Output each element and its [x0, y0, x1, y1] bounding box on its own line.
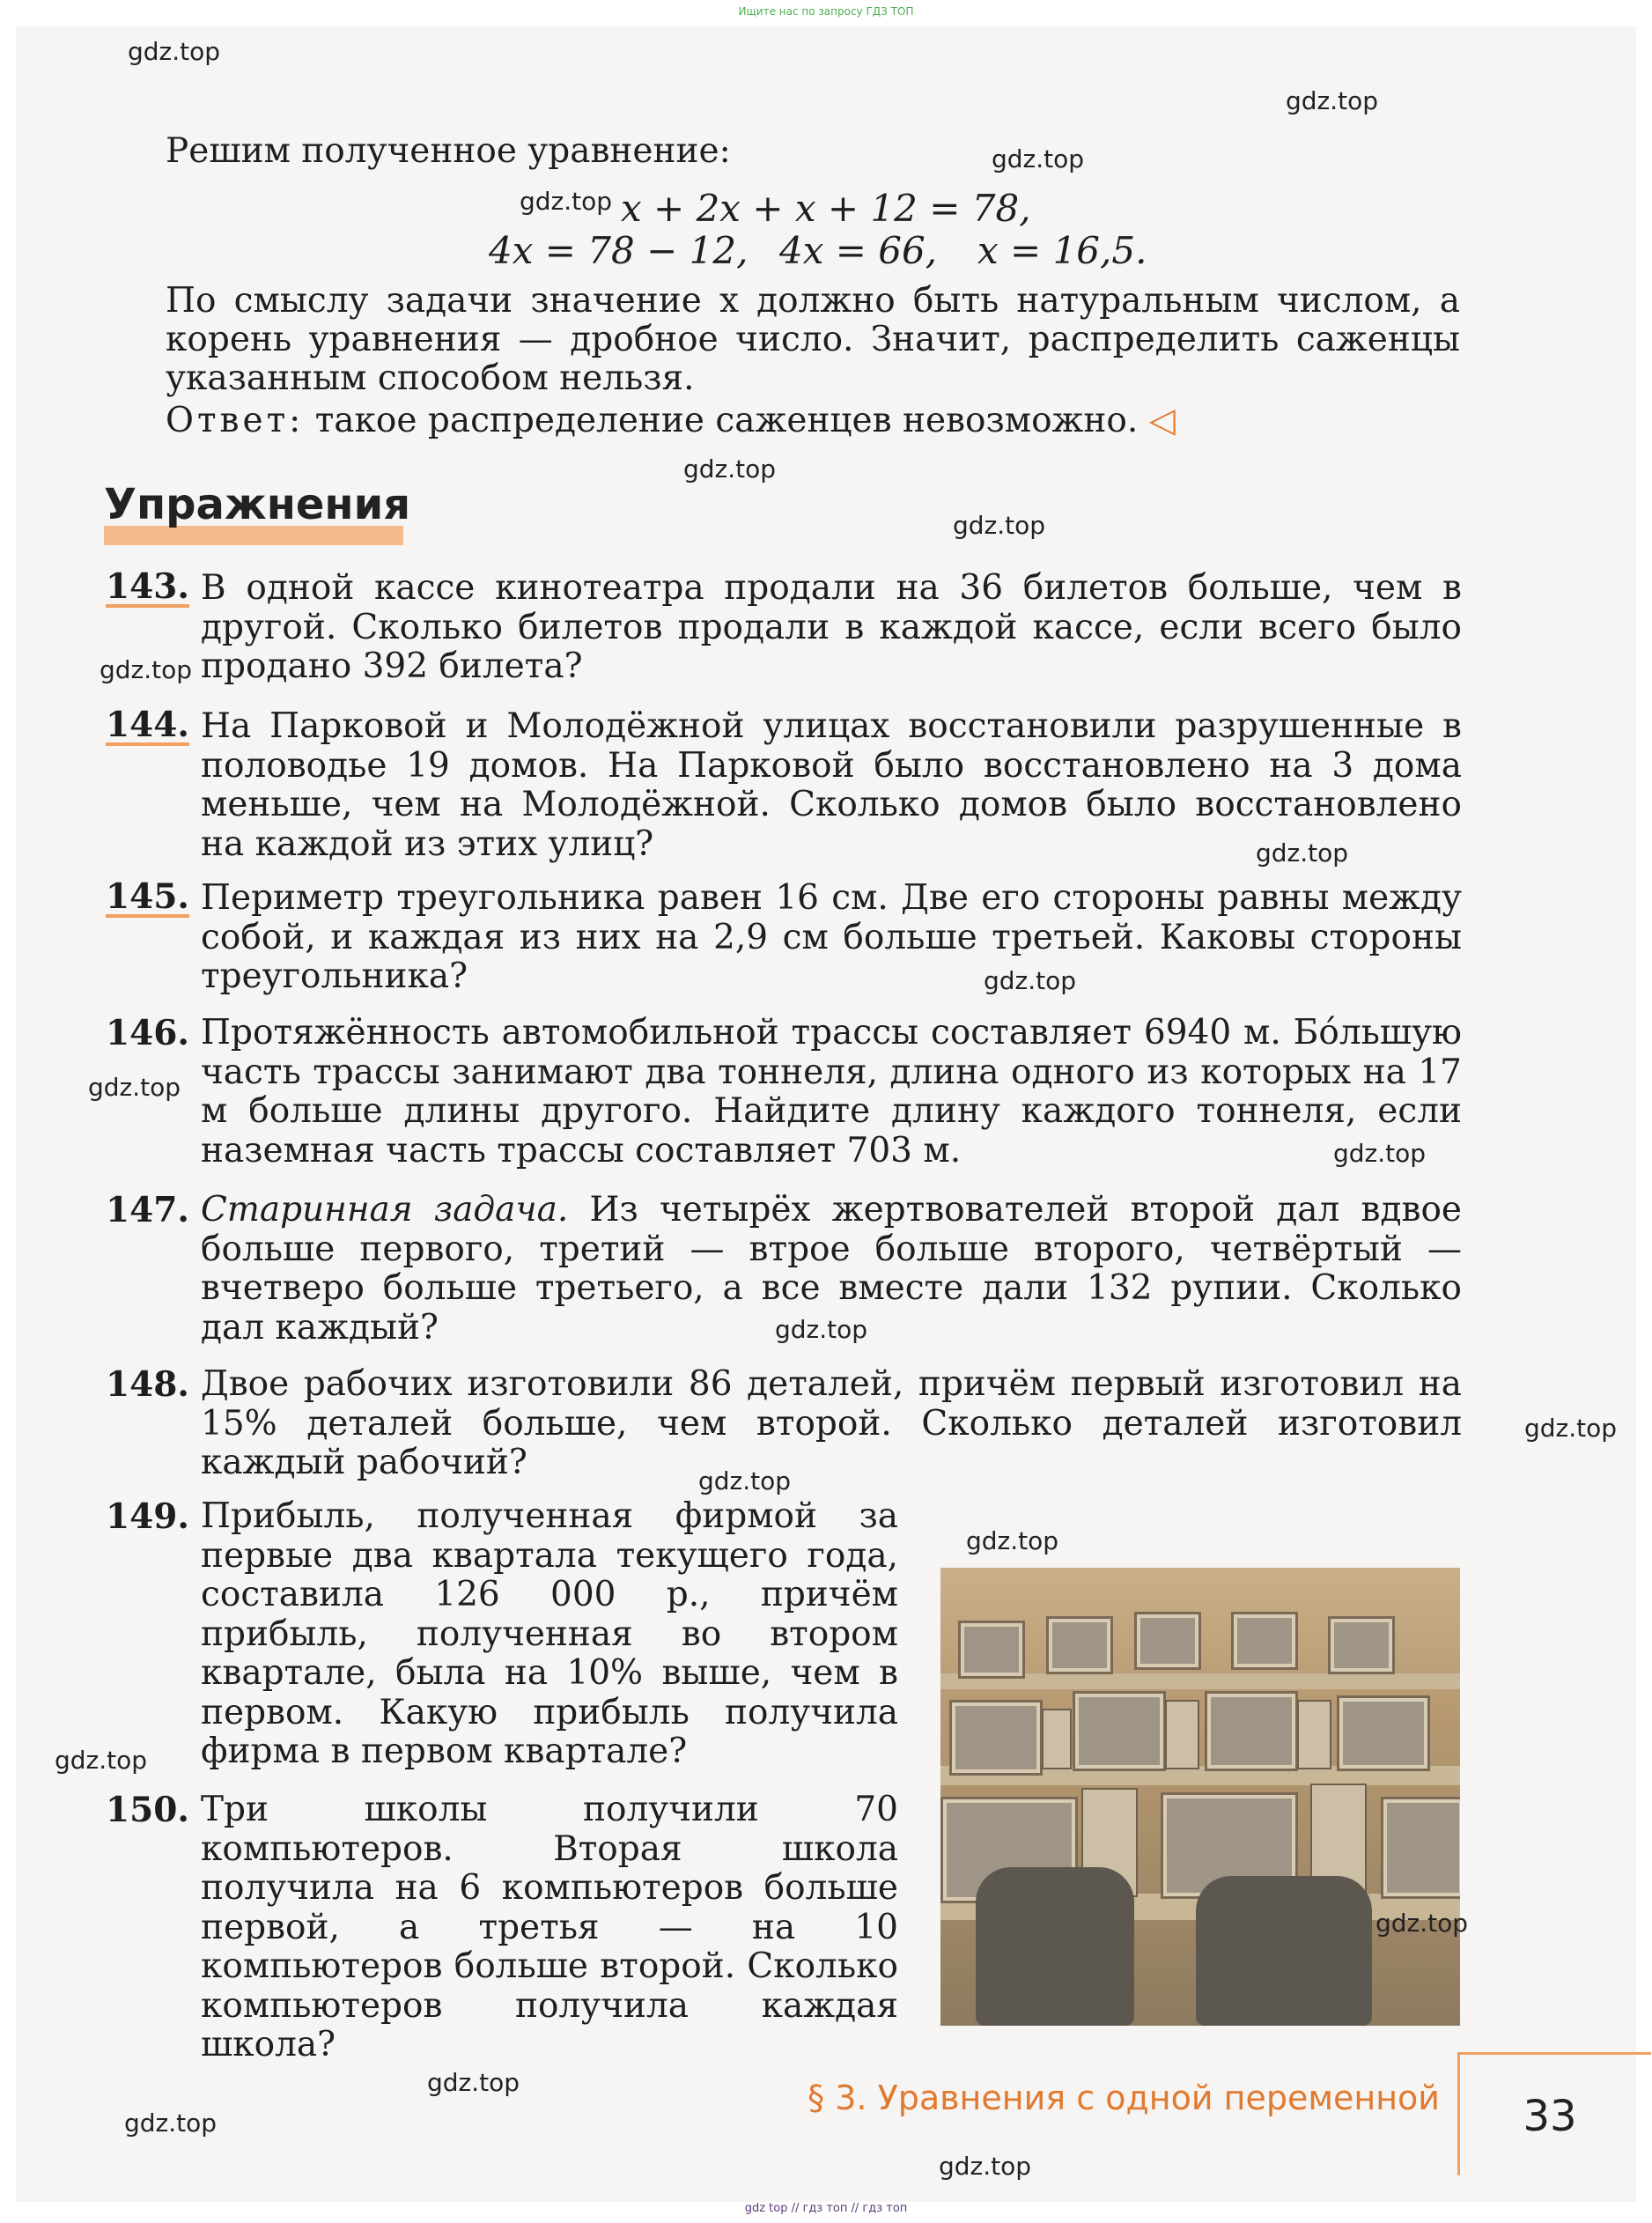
- exercise-text: Прибыль, полученная фирмой за первые два квартала текущего года, составила 126 000 р., причём прибыль, полученная во втором квартале, была на 10% выше, чем в первом. Какую прибыль получила фирма в первом квартале?: [201, 1496, 898, 1771]
- exercise-number: 147.: [106, 1190, 189, 1230]
- exercise-number: 144.: [106, 705, 189, 745]
- watermark: gdz.top: [984, 966, 1077, 995]
- bottom-note: gdz top // гдз топ // гдз топ: [744, 2202, 908, 2215]
- monitor-icon: [1231, 1612, 1298, 1670]
- office-chair-icon: [976, 1867, 1134, 2026]
- exercise-text: Протяжённость автомобильной трассы составляет 6940 м. Бóльшую часть трассы занимают два тоннеля, длина одного из которых на 17 м больше длины другого. Найдите длину каждого тоннеля, если наземная часть трассы составляет 703 м.: [201, 1013, 1462, 1171]
- watermark: gdz.top: [520, 187, 613, 216]
- exercise-text: Периметр треугольника равен 16 см. Две его стороны равны между собой, и каждая из них на 2,9 см больше третьей. Каковы стороны треугольника?: [201, 878, 1462, 996]
- exercise-italic-title: Старинная задача.: [201, 1190, 569, 1230]
- end-of-solution-icon: ◁: [1148, 401, 1176, 440]
- office-chair-icon: [1196, 1876, 1372, 2026]
- exercise-number: 148.: [106, 1364, 189, 1405]
- exercise-text: В одной кассе кинотеатра продали на 36 билетов больше, чем в другой. Сколько билетов продали в каждой кассе, если всего было продано 392 билета?: [201, 568, 1462, 686]
- page-edge: [1636, 26, 1652, 2202]
- monitor-icon: [1205, 1691, 1298, 1771]
- exercise-number: 143.: [106, 566, 189, 607]
- footer-border-left: [1457, 2052, 1460, 2175]
- watermark: gdz.top: [966, 1526, 1059, 1555]
- watermark: gdz.top: [427, 2068, 520, 2097]
- section-heading: [104, 480, 411, 550]
- exercise-145: [106, 876, 1462, 997]
- exercise-number: 150.: [106, 1790, 189, 1830]
- exercise-150: [106, 1791, 898, 2065]
- watermark: gdz.top: [55, 1746, 148, 1775]
- exercise-text: Двое рабочих изготовили 86 деталей, причём первый изготовил на 15% деталей больше, чем второй. Сколько деталей изготовил каждый рабочий?: [201, 1364, 1462, 1482]
- watermark: gdz.top: [698, 1466, 792, 1496]
- watermark: gdz.top: [100, 655, 193, 684]
- top-note: Ищите нас по запросу ГДЗ ТОП: [738, 5, 914, 18]
- equation-2b: 4x = 66,: [779, 229, 938, 272]
- monitor-icon: [1381, 1797, 1460, 1899]
- answer-line: [166, 402, 1460, 440]
- watermark: gdz.top: [1524, 1414, 1618, 1443]
- exercise-148: [106, 1365, 1462, 1483]
- watermark: gdz.top: [88, 1073, 181, 1102]
- watermark: gdz.top: [1286, 86, 1379, 115]
- answer-text: такое распределение саженцев невозможно.: [314, 401, 1139, 440]
- watermark: gdz.top: [1256, 838, 1349, 868]
- answer-label: Ответ:: [166, 401, 305, 440]
- exercise-text: Из четырёх жертвователей второй дал вдвое больше первого, третий — втрое больше второго, четвёртый — вчетверо больше третьего, а все вместе дали 132 рупии. Сколько дал каждый?: [201, 1190, 1462, 1348]
- monitor-icon: [949, 1700, 1043, 1776]
- monitor-icon: [1046, 1616, 1113, 1674]
- monitor-icon: [1134, 1612, 1201, 1670]
- watermark: gdz.top: [128, 37, 221, 66]
- exercise-149: [106, 1497, 898, 1772]
- watermark: gdz.top: [683, 454, 777, 484]
- intro-line: Решим полученное уравнение:: [166, 131, 731, 171]
- pc-tower-icon: [1042, 1709, 1072, 1769]
- heading-text: Упражнения: [104, 480, 411, 529]
- exercise-146: [106, 1014, 1462, 1171]
- watermark: gdz.top: [953, 511, 1046, 540]
- watermark: gdz.top: [1375, 1909, 1469, 1938]
- exercise-number: 146.: [106, 1013, 189, 1053]
- pc-tower-icon: [1165, 1700, 1199, 1769]
- watermark: gdz.top: [124, 2109, 218, 2138]
- equation-2c: x = 16,5.: [977, 229, 1147, 272]
- monitor-icon: [1328, 1616, 1395, 1674]
- computer-lab-photo: [940, 1568, 1460, 2026]
- exercise-number: 149.: [106, 1496, 189, 1537]
- page-number: 33: [1523, 2092, 1577, 2141]
- footer-border-top: [1457, 2052, 1651, 2055]
- exercise-text: Три школы получили 70 компьютеров. Вторая школа получила на 6 компьютеров больше первой, а третья — на 10 компьютеров больше второй. Сколько компьютеров получила каждая школа?: [201, 1790, 898, 2064]
- watermark: gdz.top: [939, 2152, 1032, 2181]
- exercise-text: На Парковой и Молодёжной улицах восстановили разрушенные в половодье 19 домов. На Парковой было восстановлено на 3 дома меньше, чем на Молодёжной. Сколько домов было восстановлено на каждой из этих улиц?: [201, 706, 1462, 864]
- pc-tower-icon: [1297, 1700, 1331, 1769]
- watermark: gdz.top: [775, 1315, 868, 1344]
- section-title: § 3. Уравнения с одной переменной: [808, 2079, 1440, 2117]
- intro-paragraph: По смыслу задачи значение x должно быть натуральным числом, а корень уравнения — дробное число. Значит, распределить саженцы указанным способом нельзя.: [166, 281, 1460, 398]
- monitor-icon: [1073, 1691, 1166, 1771]
- exercise-number: 145.: [106, 876, 189, 917]
- watermark: gdz.top: [992, 144, 1085, 174]
- monitor-icon: [958, 1621, 1025, 1679]
- watermark: gdz.top: [1333, 1139, 1427, 1168]
- exercise-143: [106, 566, 1462, 687]
- monitor-icon: [1337, 1695, 1430, 1771]
- equation-2a: 4x = 78 − 12,: [489, 229, 749, 272]
- equation-1: x + 2x + x + 12 = 78,: [621, 187, 1031, 230]
